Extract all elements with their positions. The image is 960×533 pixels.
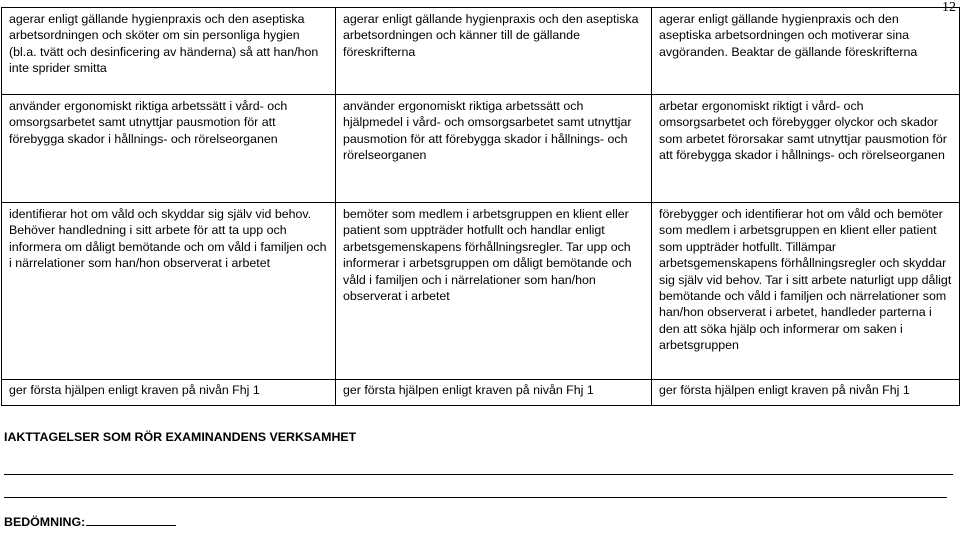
table-cell	[652, 95, 960, 203]
observations-line[interactable]	[4, 497, 947, 498]
cell-text: arbetar ergonomiskt riktigt i vård- och omsorgsarbetet och förebygger olyckor och skador som arbetet förorsakar samt utnyttjar pausmotion för att förebygga skador i hållnings- och rörelseorganen	[659, 99, 947, 163]
table-cell	[2, 95, 336, 203]
table-cell	[336, 95, 652, 203]
table-cell	[652, 203, 960, 380]
cell-text: identifierar hot om våld och skyddar sig själv vid behov. Behöver handledning i sitt arbete för att ta upp och informera om dåligt bemötande och om våld i familjen och i närrelationer som han/hon observerat i arbetet	[9, 207, 327, 271]
cell-text: ger första hjälpen enligt kraven på nivån Fhj 1	[659, 383, 910, 397]
cell-text: ger första hjälpen enligt kraven på nivån Fhj 1	[9, 383, 260, 397]
assessment-blank[interactable]	[86, 515, 176, 526]
cell-text: agerar enligt gällande hygienpraxis och den aseptiska arbetsordningen och sköter om sin personliga hygien (bl.a. tvätt och desinficering av händerna) så att han/hon inte sprider smitta	[9, 12, 319, 76]
table-row	[2, 203, 960, 380]
cell-text: agerar enligt gällande hygienpraxis och den aseptiska arbetsordningen och motiverar sina avgöranden. Beaktar de gällande föreskrifterna	[659, 12, 918, 59]
table-row	[2, 95, 960, 203]
table-cell	[2, 203, 336, 380]
cell-text: använder ergonomiskt riktiga arbetssätt i vård- och omsorgsarbetet samt utnyttjar pausmotion för att förebygga skador i hållnings- och rörelseorganen	[9, 99, 288, 146]
cell-text: ger första hjälpen enligt kraven på nivån Fhj 1	[343, 383, 594, 397]
assessment-field	[4, 515, 176, 529]
cell-text: bemöter som medlem i arbetsgruppen en klient eller patient som uppträder hotfullt och handlar enligt arbetsgemenskapens förhållningsregler. Tar upp och informerar i arbetsgruppen om dåligt bemötande och våld i familjen och i närrelationer som han/hon observerat i arbetet	[343, 207, 632, 304]
observations-heading: IAKTTAGELSER SOM RÖR EXAMINANDENS VERKSAMHET	[4, 430, 357, 444]
table-row	[2, 380, 960, 406]
criteria-table	[1, 7, 960, 406]
table-cell	[2, 380, 336, 406]
assessment-label: BEDÖMNING:	[4, 515, 86, 529]
table-cell	[336, 203, 652, 380]
table-cell	[652, 8, 960, 95]
table-cell	[336, 8, 652, 95]
cell-text: förebygger och identifierar hot om våld och bemöter som medlem i arbetsgruppen en klient eller patient som uppträder hotfullt. Tillämpar arbetsgemenskapens förhållningsregler och skyddar sig själv vid behov. Tar i sitt arbete naturligt upp dåligt bemötande och våld i familjen och närrelationer som han/hon observerat i arbetet, handleder parterna i den att söka hjälp och informerar om saken i arbetsgruppen	[659, 207, 952, 353]
observations-line[interactable]	[4, 474, 953, 475]
cell-text: använder ergonomiskt riktiga arbetssätt och hjälpmedel i vård- och omsorgsarbetet samt utnyttjar pausmotion för att förebygga skador i hållnings- och rörelseorganen	[343, 99, 632, 163]
page-number: 12	[942, 0, 956, 15]
table-cell	[2, 8, 336, 95]
cell-text: agerar enligt gällande hygienpraxis och den aseptiska arbetsordningen och känner till de gällande föreskrifterna	[343, 12, 639, 59]
table-cell	[336, 380, 652, 406]
table-cell	[652, 380, 960, 406]
table-row	[2, 8, 960, 95]
